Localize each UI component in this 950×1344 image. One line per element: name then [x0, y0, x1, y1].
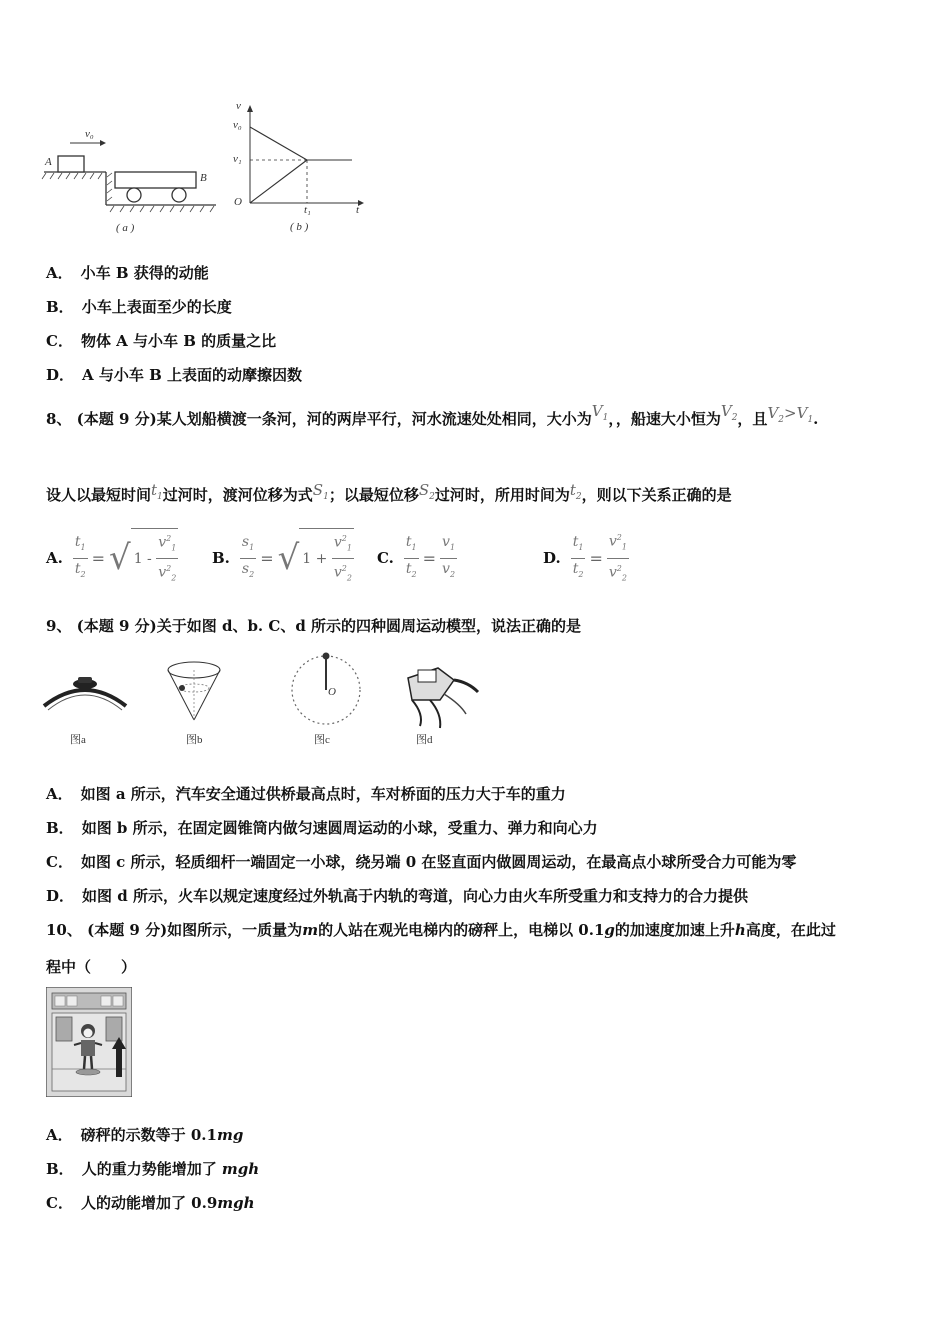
- sup: 2: [166, 564, 172, 573]
- fig-c-o-label: O: [328, 686, 336, 698]
- sub: 2: [575, 492, 582, 502]
- s1-symbol: [312, 481, 329, 502]
- sub: 1: [323, 492, 329, 502]
- q8-option-b[interactable]: [212, 530, 354, 586]
- var: t: [74, 533, 81, 550]
- text: 高度，在此过: [745, 921, 836, 939]
- q8-option-d[interactable]: [543, 530, 629, 586]
- sup: 2: [341, 564, 347, 573]
- text: ；以最短位移: [328, 486, 419, 504]
- sub: 1: [171, 543, 177, 552]
- tick-v1: v₁: [233, 153, 242, 165]
- sub: 1: [80, 542, 86, 552]
- q8-option-a[interactable]: [46, 530, 178, 586]
- q10-option-b[interactable]: [46, 1158, 259, 1179]
- sqrt: √ 1 - $\frac{v^2_1}{v^2_2}$: [109, 528, 178, 589]
- var: V: [720, 402, 732, 420]
- var: v: [608, 533, 617, 550]
- sub: 2: [80, 569, 86, 579]
- var: t: [405, 533, 412, 550]
- q9-option-c[interactable]: [46, 851, 796, 872]
- option-text: 人的动能增加了 0.9: [80, 1194, 218, 1212]
- q9-option-d[interactable]: [46, 885, 748, 906]
- label-b: B: [200, 172, 207, 184]
- option-key: C．: [46, 1194, 73, 1212]
- label-a: A: [45, 156, 52, 168]
- q9-stem: 9、 (本题 9 分)关于如图 d、b. C、d 所示的四种圆周运动模型，说法正确的是: [46, 617, 582, 635]
- q7-option-c[interactable]: [46, 330, 276, 351]
- figure-b-vt-graph: [228, 100, 368, 240]
- q9-option-b[interactable]: [46, 817, 598, 838]
- text: 设人以最短时间: [46, 486, 152, 504]
- var: v: [608, 564, 617, 581]
- option-var: mgh: [217, 1194, 255, 1212]
- sub: 2: [171, 573, 177, 583]
- sub: 1: [411, 542, 417, 552]
- text: 过河时，渡河位移为式: [162, 486, 313, 504]
- text: .: [813, 410, 819, 428]
- var: S: [418, 481, 430, 499]
- text: ，，船速大小恒为: [608, 410, 721, 428]
- option-key: A．: [46, 1126, 73, 1144]
- var: t: [151, 481, 158, 499]
- v2-symbol: [720, 402, 738, 423]
- rad-prefix: 1 -: [133, 550, 152, 567]
- var: t: [569, 481, 576, 499]
- var: v: [158, 534, 167, 551]
- sqrt: √ 1 + $\frac{v^2_1}{v^2_2}$: [278, 528, 354, 589]
- origin-label: O: [234, 196, 242, 208]
- option-key: B．: [46, 1160, 74, 1178]
- option-text: A 与小车 B 上表面的动摩擦因数: [82, 366, 302, 384]
- fraction: [571, 532, 586, 585]
- var: t: [572, 533, 579, 550]
- q9-figures: [40, 648, 490, 748]
- var: S: [312, 481, 324, 499]
- sup: 2: [616, 563, 622, 573]
- option-var: mgh: [221, 1160, 260, 1178]
- q10-option-a[interactable]: [46, 1124, 243, 1145]
- q9-option-a[interactable]: [46, 783, 566, 804]
- fraction: [73, 532, 88, 585]
- option-key: C．: [46, 332, 73, 350]
- var-h: h: [734, 921, 746, 939]
- fraction: [440, 532, 457, 585]
- var-g: g: [604, 921, 615, 939]
- q8-stem-line2: [46, 481, 732, 507]
- rad-prefix: 1 +: [302, 550, 328, 567]
- text: 的人站在观光电梯内的磅秤上，电梯以 0.1: [318, 921, 605, 939]
- option-key: C．: [46, 853, 73, 871]
- text: 过河时，所用时间为: [434, 486, 570, 504]
- var: V: [591, 402, 603, 420]
- option-key: C.: [377, 549, 394, 567]
- option-key: D．: [46, 366, 75, 384]
- tick-v0: v₀: [233, 119, 242, 131]
- vt-graph: [228, 100, 368, 240]
- elevator-figure: [46, 987, 132, 1097]
- option-text: 如图 d 所示，火车以规定速度经过外轨高于内轨的弯道，向心力由火车所受重力和支持力的合力提供: [82, 887, 748, 905]
- text: 的加速度加速上升: [614, 921, 735, 939]
- sub: 1: [578, 542, 584, 552]
- text: 10、 (本题 9 分)如图所示，一质量为: [46, 921, 303, 939]
- sub: 2: [731, 413, 738, 423]
- t2-symbol: [569, 481, 582, 502]
- var: V: [796, 404, 808, 422]
- q10-option-c[interactable]: [46, 1192, 255, 1213]
- option-key: A．: [46, 264, 73, 282]
- fraction: [607, 528, 629, 588]
- sub: 2: [411, 569, 417, 579]
- equals: =: [589, 548, 603, 568]
- option-text: 如图 b 所示，在固定圆锥筒内做匀速圆周运动的小球，受重力、弹力和向心力: [81, 819, 598, 837]
- option-key: B.: [212, 549, 230, 567]
- sub: 2: [778, 415, 785, 425]
- var: s: [241, 560, 250, 577]
- sub: 2: [449, 569, 456, 579]
- var: s: [241, 533, 250, 550]
- caption-fig-b: 图b: [186, 734, 203, 746]
- sub: 1: [807, 415, 814, 425]
- fraction: [240, 532, 256, 585]
- sub: 2: [578, 569, 584, 579]
- option-text: 小车 B 获得的动能: [80, 264, 209, 282]
- var: v: [158, 564, 167, 581]
- gt: >: [784, 404, 797, 422]
- var: v: [333, 534, 342, 551]
- fraction: [404, 532, 419, 585]
- sub: 1: [621, 542, 627, 552]
- caption-b: ( b ): [290, 221, 309, 233]
- equals: =: [260, 548, 274, 568]
- sub: 1: [346, 543, 352, 552]
- option-text: 物体 A 与小车 B 的质量之比: [80, 332, 277, 350]
- elevator-illustration: [46, 987, 132, 1097]
- t1-symbol: [151, 481, 163, 502]
- equals: =: [422, 548, 437, 568]
- var: t: [405, 560, 412, 577]
- q8-option-c[interactable]: [377, 530, 457, 586]
- q8-stem-line1: [46, 402, 819, 431]
- var: v: [442, 533, 450, 550]
- q7-option-b[interactable]: [46, 296, 232, 317]
- caption-fig-a: 图a: [70, 734, 86, 746]
- label-v0: v₀: [85, 128, 94, 140]
- text: 8、 (本题 9 分)某人划船横渡一条河，河的两岸平行，河水流速处处相同，大小为: [46, 410, 592, 428]
- q7-option-a[interactable]: [46, 262, 209, 283]
- option-key: D.: [543, 549, 561, 567]
- equals: =: [91, 548, 106, 568]
- sub: 2: [249, 569, 255, 579]
- caption-fig-c: 图c: [314, 734, 330, 746]
- sup: 2: [616, 533, 622, 543]
- sub: 2: [429, 492, 435, 502]
- option-text: 如图 c 所示，轻质细杆一端固定一小球，绕另端 0 在竖直面内做圆周运动，在最高点小球所受合力可能为零: [80, 853, 797, 871]
- sub: 1: [157, 492, 163, 502]
- s2-symbol: [418, 481, 435, 502]
- v1-symbol: [591, 402, 609, 423]
- text: ，则以下关系正确的是: [581, 486, 732, 504]
- caption-fig-d: 图d: [416, 734, 433, 746]
- var: t: [572, 560, 579, 577]
- var-m: m: [302, 921, 319, 939]
- axis-v-label: v: [236, 100, 241, 112]
- option-key: A．: [46, 785, 73, 803]
- sub: 1: [449, 542, 456, 552]
- tick-t1: t₁: [304, 204, 311, 216]
- option-text: 磅秤的示数等于 0.1: [80, 1126, 217, 1144]
- figure-a-cart: [40, 125, 225, 240]
- sub: 1: [249, 542, 255, 552]
- var: v: [333, 564, 342, 581]
- option-key: D．: [46, 887, 75, 905]
- var: V: [767, 404, 779, 422]
- text: ，且: [737, 410, 768, 428]
- caption-a: ( a ): [116, 222, 135, 234]
- q10-stem-line1: [46, 919, 836, 940]
- sup: 2: [166, 533, 172, 543]
- option-text: 人的重力势能增加了: [81, 1160, 222, 1178]
- q7-option-d[interactable]: [46, 364, 302, 385]
- option-key: A.: [46, 549, 63, 567]
- sub: 1: [602, 413, 609, 423]
- axis-t-label: t: [356, 204, 360, 216]
- option-key: B．: [46, 819, 74, 837]
- v2-gt-v1: [767, 404, 814, 425]
- var: v: [442, 560, 450, 577]
- q10-stem-line2: 程中（ ）: [46, 958, 137, 976]
- option-text: 如图 a 所示，汽车安全通过供桥最高点时，车对桥面的压力大于车的重力: [80, 785, 566, 803]
- option-text: 小车上表面至少的长度: [81, 298, 232, 316]
- sub: 2: [346, 573, 352, 583]
- option-var: mg: [216, 1126, 244, 1144]
- option-key: B．: [46, 298, 74, 316]
- sup: 2: [341, 533, 347, 543]
- sub: 2: [621, 572, 627, 582]
- var: t: [74, 560, 81, 577]
